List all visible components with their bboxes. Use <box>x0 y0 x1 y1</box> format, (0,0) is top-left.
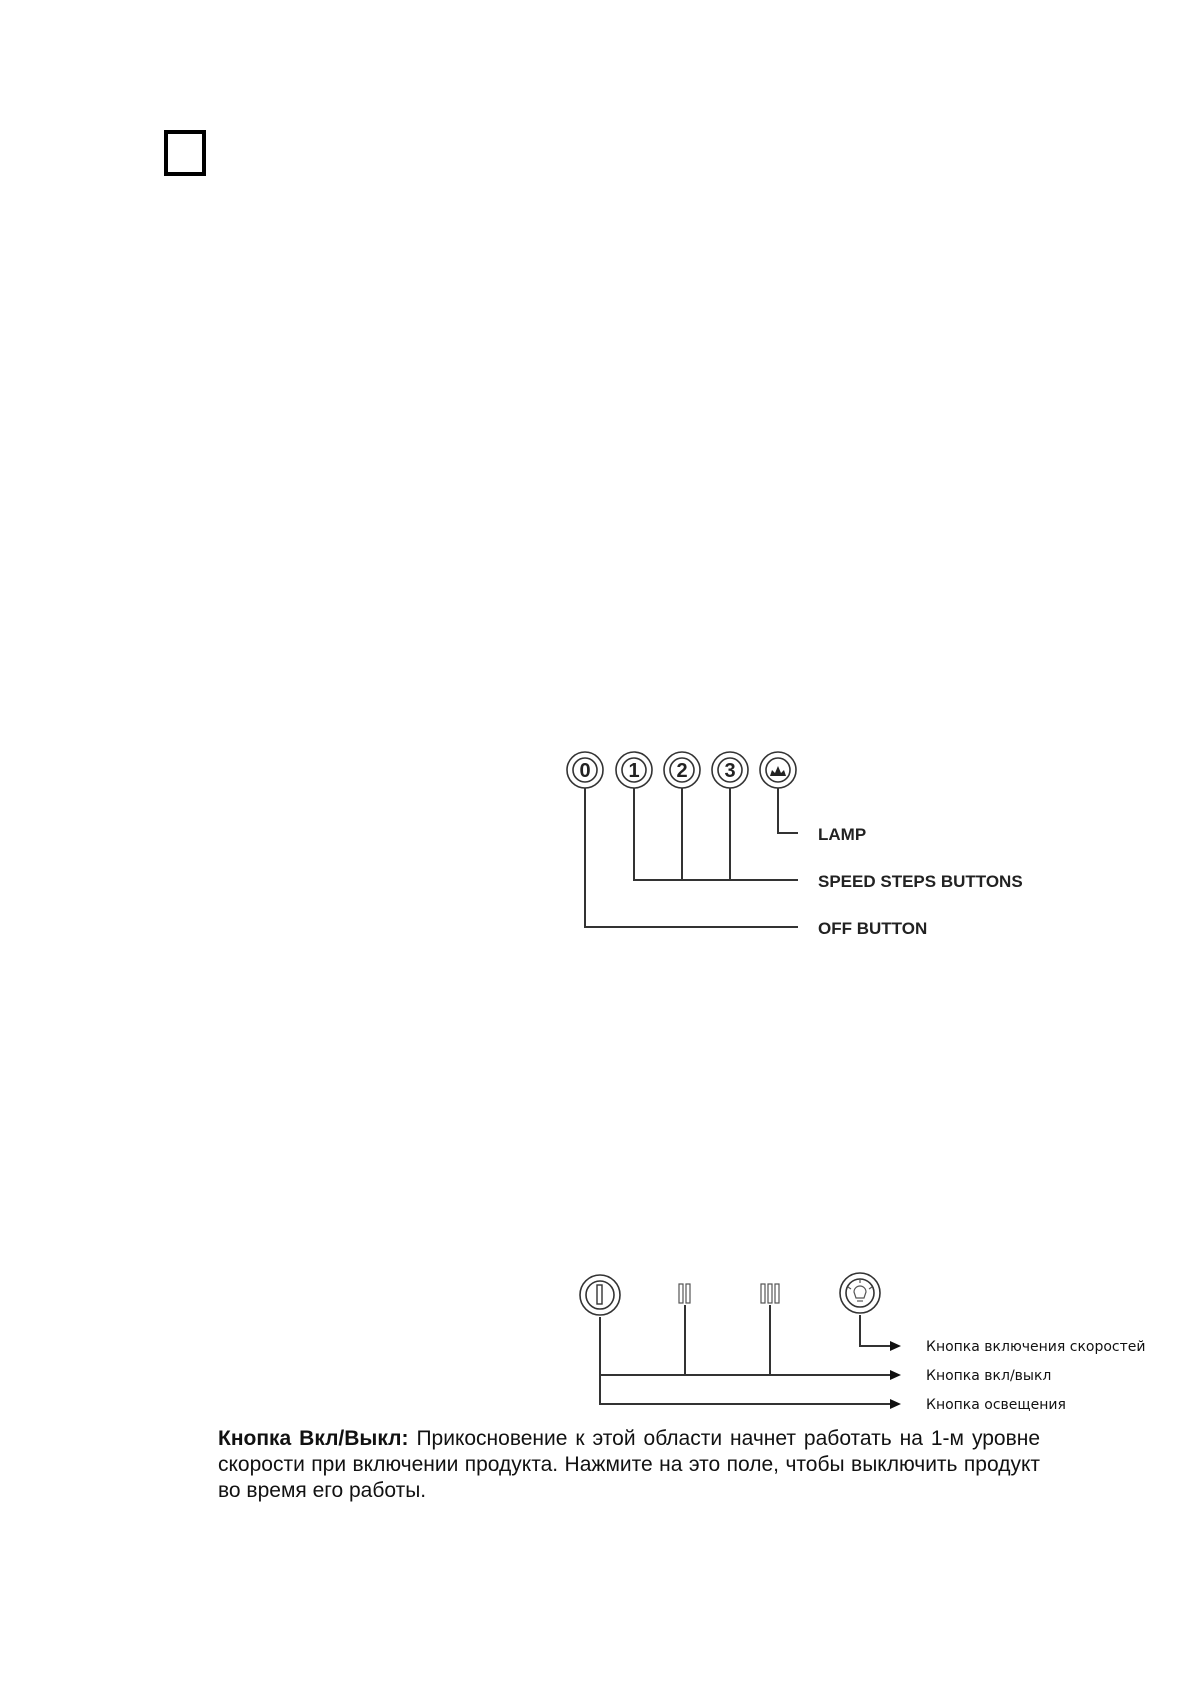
lamp-label: LAMP <box>818 825 867 844</box>
off-button-label: OFF BUTTON <box>818 919 928 938</box>
speed-2-icon <box>679 1284 690 1303</box>
button-0-number: 0 <box>579 760 591 782</box>
on-off-description <box>218 1426 1040 1504</box>
diagram-ru <box>580 1273 1145 1413</box>
speed-leader-line <box>634 788 798 880</box>
diagram-en <box>567 752 1023 938</box>
light-bulb-icon <box>840 1273 880 1313</box>
speeds-leader-line <box>860 1315 892 1346</box>
button-3-number: 3 <box>724 760 736 782</box>
button-0-icon <box>567 752 603 788</box>
speed-1-icon <box>580 1275 620 1315</box>
button-2-number: 2 <box>676 760 688 782</box>
light-leader-line <box>600 1375 892 1404</box>
light-button-label: Кнопка освещения <box>926 1397 1066 1413</box>
button-1-icon <box>616 752 652 788</box>
on-off-leader-line <box>600 1317 892 1375</box>
button-3-icon <box>712 752 748 788</box>
button-1-number: 1 <box>628 760 640 782</box>
lamp-leader-line <box>778 788 798 833</box>
description-text: Прикосновение к этой области начнет работать на 1-м уровне скорости при включении продукта. Нажмите на это поле, чтобы выключить продукт во время его работы. <box>218 1427 1041 1502</box>
off-leader-line <box>585 788 798 927</box>
speed-steps-label: SPEED STEPS BUTTONS <box>818 872 1023 891</box>
on-off-button-label: Кнопка вкл/выкл <box>926 1368 1052 1384</box>
button-2-icon <box>664 752 700 788</box>
description-title: Кнопка Вкл/Выкл: <box>218 1427 409 1450</box>
speed-3-icon <box>761 1284 779 1303</box>
speeds-button-label: Кнопка включения скоростей <box>926 1339 1146 1355</box>
lamp-icon <box>760 752 796 788</box>
